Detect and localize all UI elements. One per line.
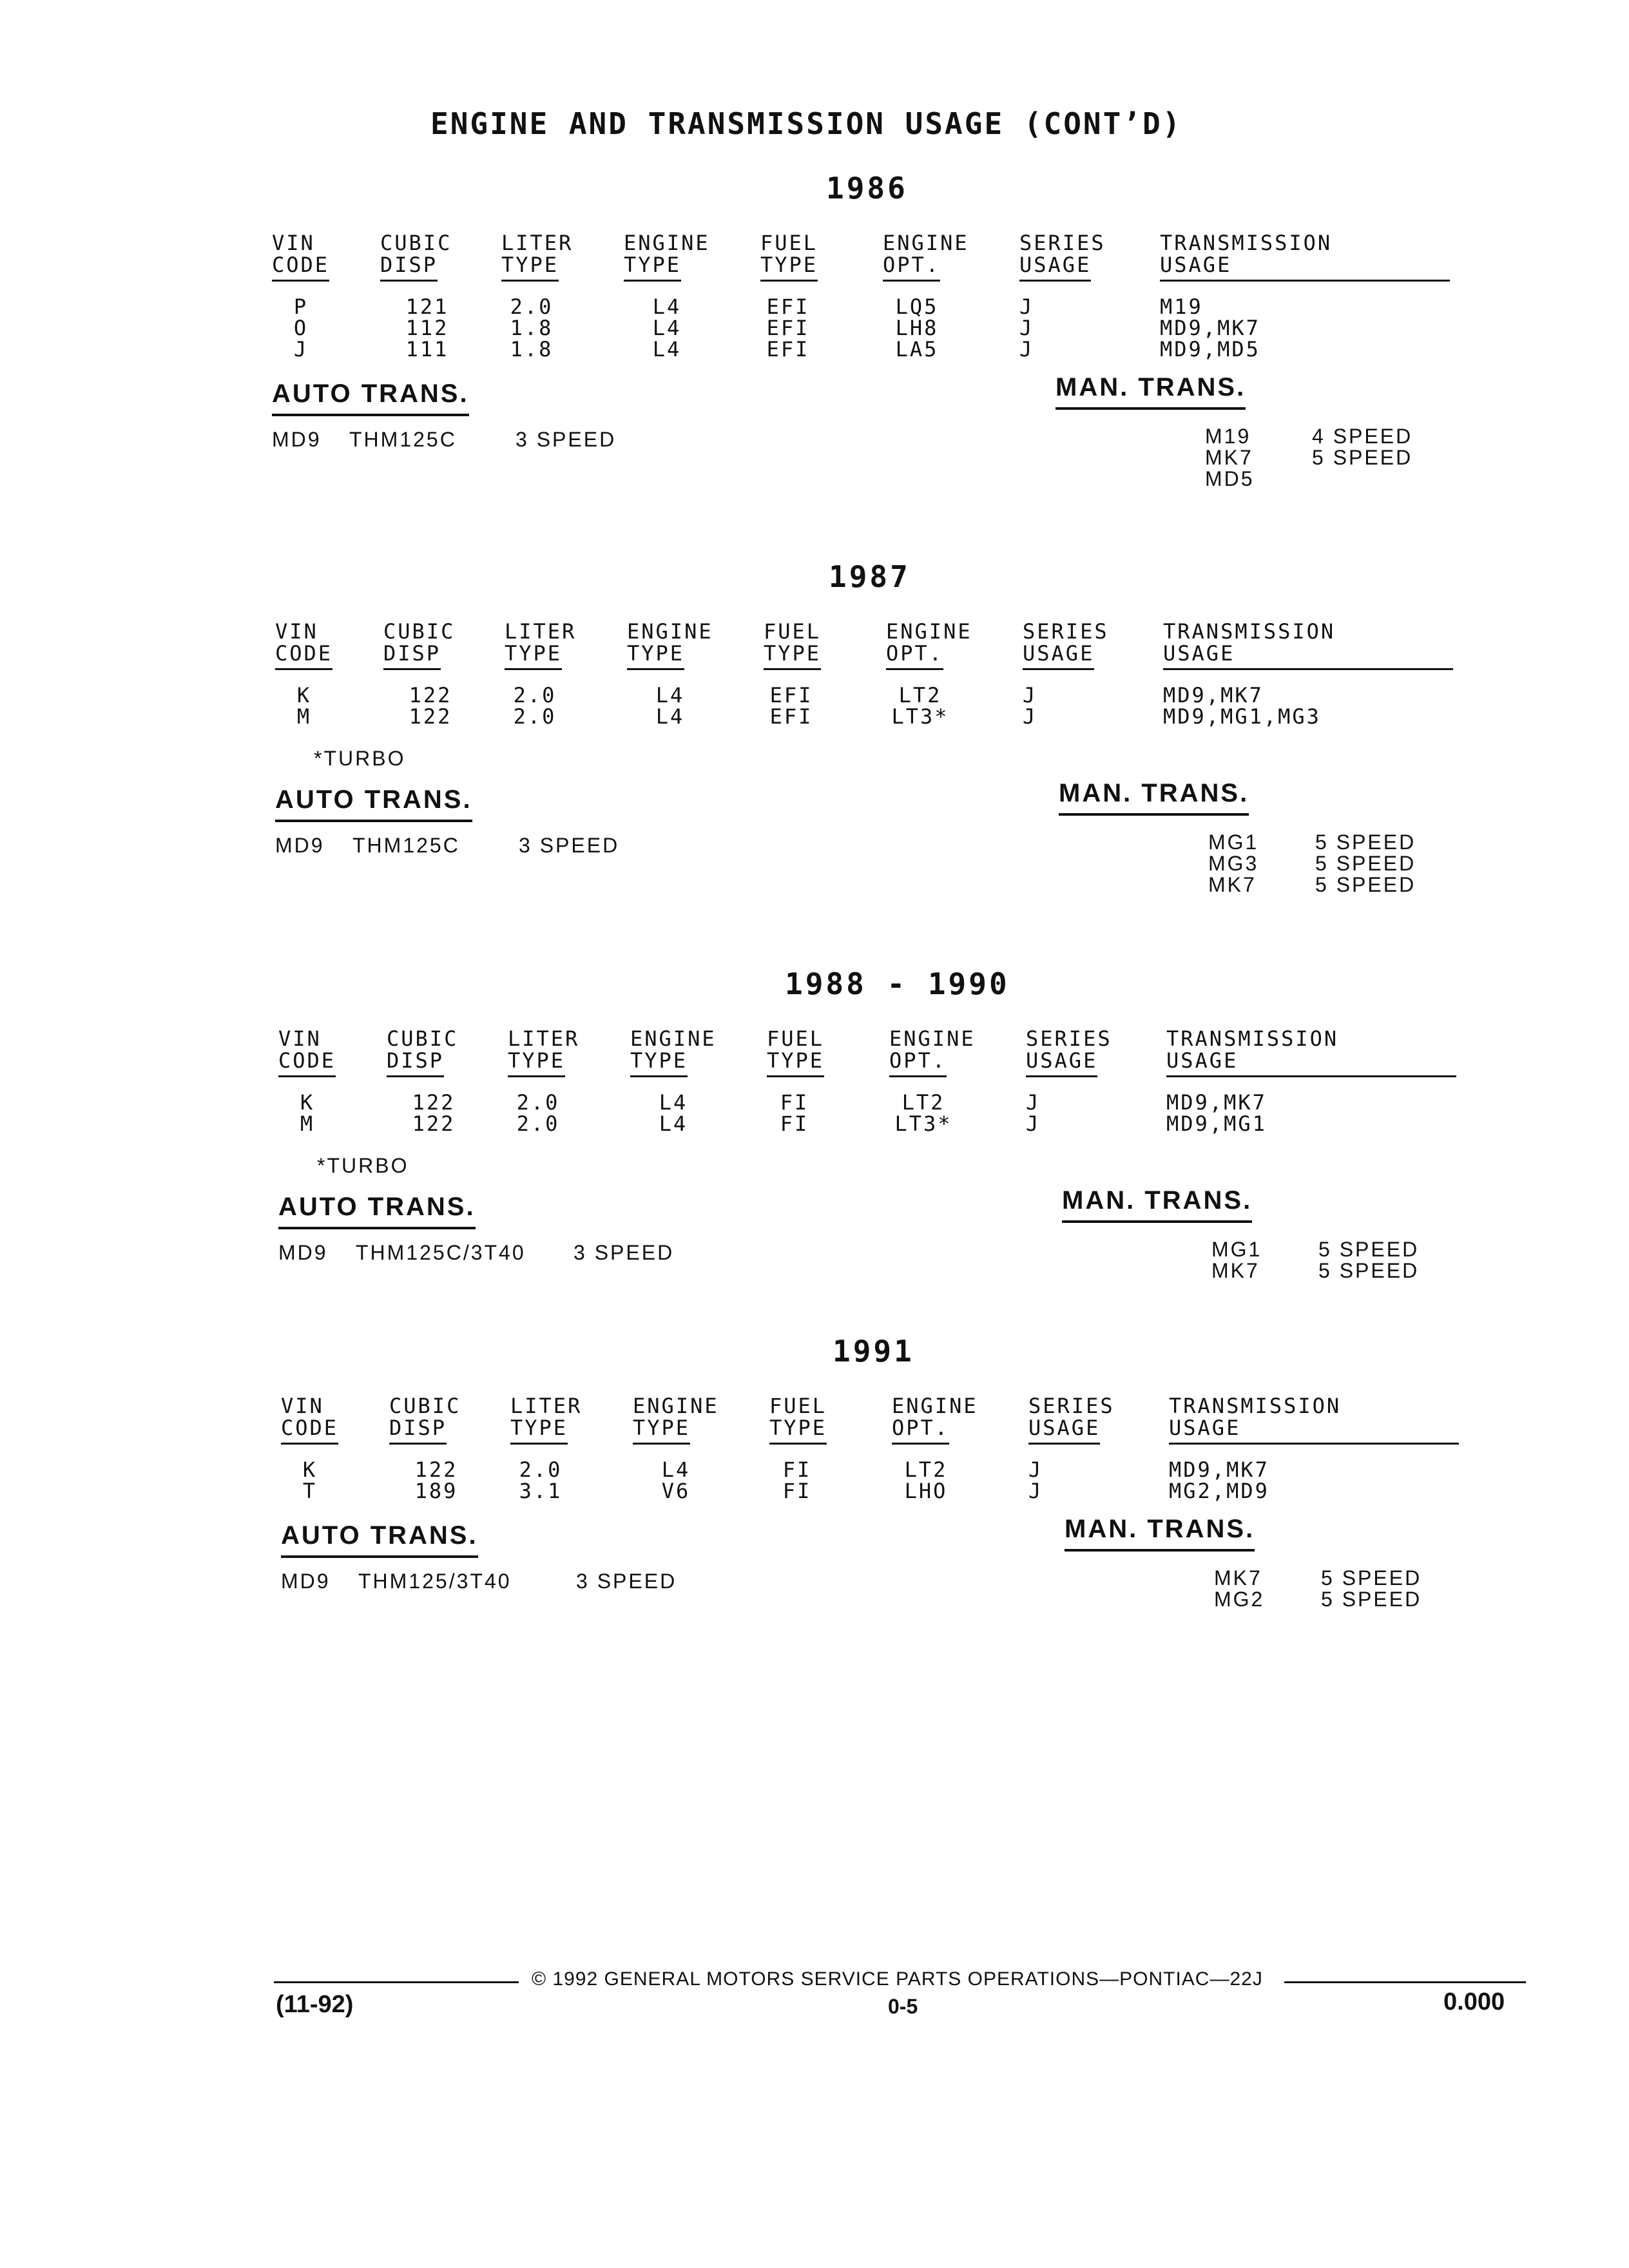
year-heading: 1987 xyxy=(829,559,911,594)
manual-trans-code: MK7 xyxy=(1214,1566,1262,1590)
manual-trans-heading: MAN. TRANS. xyxy=(1065,1515,1255,1552)
cell-series: J xyxy=(1019,337,1034,361)
cell-fuel: EFI xyxy=(769,704,813,729)
manual-trans-code: MG1 xyxy=(1211,1238,1262,1261)
cell-opt: LQ5 xyxy=(895,294,939,319)
cell-vin: K xyxy=(296,683,312,707)
cell-vin: J xyxy=(293,337,309,361)
column-header-line1: ENGINE xyxy=(889,1026,976,1051)
column-header-line2: USAGE xyxy=(1023,642,1094,670)
cell-engine: L4 xyxy=(652,316,682,340)
column-header-line2: TYPE xyxy=(764,642,821,670)
cell-fuel: EFI xyxy=(769,683,813,707)
column-header-line2: TYPE xyxy=(510,1417,568,1445)
cell-opt: LA5 xyxy=(895,337,939,361)
manual-trans-code: MG2 xyxy=(1214,1588,1265,1611)
cell-vin: K xyxy=(300,1090,315,1115)
manual-trans-speed: 5 SPEED xyxy=(1318,1259,1420,1282)
cell-opt: LH8 xyxy=(895,316,939,340)
column-header-vin xyxy=(278,1028,336,1077)
column-header-line1: CUBIC xyxy=(387,1026,459,1051)
column-header-line2: TYPE xyxy=(624,254,681,282)
column-header-line1: ENGINE xyxy=(624,231,710,255)
cell-disp: 111 xyxy=(405,337,449,361)
cell-engine: L4 xyxy=(661,1457,691,1482)
cell-opt: LT3* xyxy=(894,1111,952,1136)
column-header-line1: SERIES xyxy=(1023,619,1109,644)
cell-fuel: FI xyxy=(782,1479,812,1503)
column-header-line1: FUEL xyxy=(764,619,822,644)
column-header-line1: TRANSMISSION xyxy=(1160,231,1333,255)
manual-trans-code: MG1 xyxy=(1208,831,1259,854)
column-header-line2: CODE xyxy=(275,642,333,670)
cell-disp: 112 xyxy=(405,316,449,340)
column-header-engine-type xyxy=(630,1028,717,1077)
column-header-line2: TYPE xyxy=(769,1417,827,1445)
cell-liter: 2.0 xyxy=(516,1090,560,1115)
cell-liter: 2.0 xyxy=(519,1457,563,1482)
auto-trans-speed: 3 SPEED xyxy=(576,1570,677,1593)
manual-trans-speed: 5 SPEED xyxy=(1315,873,1416,896)
cell-engine: L4 xyxy=(652,337,682,361)
manual-trans-code: MG3 xyxy=(1208,852,1259,875)
column-header-line2: TYPE xyxy=(627,642,684,670)
cell-trans: MD9,MD5 xyxy=(1160,337,1260,361)
cell-vin: O xyxy=(293,316,309,340)
column-header-line1: FUEL xyxy=(767,1026,825,1051)
auto-trans-heading: AUTO TRANS. xyxy=(281,1521,478,1558)
cell-engine: V6 xyxy=(661,1479,691,1503)
column-header-cubic xyxy=(383,620,455,670)
cell-opt: LHO xyxy=(904,1479,948,1503)
footer-rule-right xyxy=(1284,1981,1526,1983)
auto-trans-code: MD9 xyxy=(275,834,325,857)
cell-disp: 121 xyxy=(405,294,449,319)
column-header-line2: USAGE xyxy=(1019,254,1091,282)
cell-series: J xyxy=(1026,1090,1041,1115)
manual-trans-speed: 4 SPEED xyxy=(1312,425,1413,448)
cell-series: J xyxy=(1019,316,1034,340)
cell-fuel: EFI xyxy=(766,337,810,361)
column-header-line1: SERIES xyxy=(1028,1394,1115,1418)
cell-series: J xyxy=(1028,1479,1043,1503)
cell-opt: LT2 xyxy=(898,683,942,707)
cell-fuel: EFI xyxy=(766,294,810,319)
column-header-line1: TRANSMISSION xyxy=(1166,1026,1339,1051)
footer-rule-left xyxy=(274,1981,519,1983)
column-header-line2: CODE xyxy=(281,1417,338,1445)
cell-fuel: FI xyxy=(780,1111,809,1136)
column-header-line1: VIN xyxy=(275,619,318,644)
cell-liter: 1.8 xyxy=(510,337,554,361)
column-header-vin xyxy=(281,1395,338,1445)
manual-trans-code: MK7 xyxy=(1208,873,1257,896)
column-header-line2: DISP xyxy=(387,1050,444,1077)
column-header-transmission xyxy=(1169,1395,1459,1445)
auto-trans-code: MD9 xyxy=(278,1241,328,1264)
cell-engine: L4 xyxy=(655,683,685,707)
auto-trans-heading: AUTO TRANS. xyxy=(275,785,472,822)
column-header-engine-type xyxy=(633,1395,719,1445)
column-header-line2: CODE xyxy=(272,254,329,282)
column-header-line1: ENGINE xyxy=(883,231,969,255)
column-header-line1: FUEL xyxy=(760,231,818,255)
cell-liter: 2.0 xyxy=(513,683,557,707)
column-header-series xyxy=(1026,1028,1112,1077)
cell-fuel: EFI xyxy=(766,316,810,340)
manual-trans-speed: 5 SPEED xyxy=(1318,1238,1420,1261)
cell-engine: L4 xyxy=(652,294,682,319)
cell-trans: MD9,MG1 xyxy=(1166,1111,1267,1136)
column-header-line2: TYPE xyxy=(630,1050,688,1077)
column-header-line1: ENGINE xyxy=(627,619,713,644)
column-header-line2: USAGE xyxy=(1169,1417,1459,1445)
auto-trans-code: MD9 xyxy=(272,428,322,451)
column-header-line1: TRANSMISSION xyxy=(1169,1394,1342,1418)
manual-trans-code: MD5 xyxy=(1205,467,1255,490)
column-header-engine-opt xyxy=(892,1395,978,1445)
column-header-engine-opt xyxy=(886,620,972,670)
footer-date: (11-92) xyxy=(276,1991,354,2018)
year-heading: 1988 - 1990 xyxy=(785,966,1010,1001)
cell-engine: L4 xyxy=(659,1090,688,1115)
column-header-series xyxy=(1023,620,1109,670)
cell-opt: LT2 xyxy=(904,1457,948,1482)
auto-trans-speed: 3 SPEED xyxy=(574,1241,675,1264)
cell-vin: K xyxy=(302,1457,318,1482)
column-header-engine-opt xyxy=(889,1028,976,1077)
column-header-transmission xyxy=(1160,232,1450,282)
cell-trans: MD9,MG1,MG3 xyxy=(1163,704,1321,729)
year-heading: 1991 xyxy=(833,1334,914,1369)
column-header-cubic xyxy=(380,232,452,282)
auto-trans-model: THM125C xyxy=(349,428,457,451)
cell-series: J xyxy=(1019,294,1034,319)
footnote-turbo: *TURBO xyxy=(314,747,406,770)
column-header-line1: ENGINE xyxy=(892,1394,978,1418)
auto-trans-model: THM125C/3T40 xyxy=(356,1241,526,1264)
column-header-line1: VIN xyxy=(272,231,315,255)
column-header-liter xyxy=(508,1028,579,1077)
cell-trans: MD9,MK7 xyxy=(1166,1090,1267,1115)
auto-trans-code: MD9 xyxy=(281,1570,331,1593)
column-header-line1: ENGINE xyxy=(633,1394,719,1418)
cell-trans: M19 xyxy=(1160,294,1203,319)
column-header-line1: CUBIC xyxy=(380,231,452,255)
cell-series: J xyxy=(1026,1111,1041,1136)
auto-trans-model: THM125C xyxy=(352,834,460,857)
column-header-liter xyxy=(510,1395,582,1445)
column-header-line1: LITER xyxy=(505,619,577,644)
manual-trans-code: MK7 xyxy=(1205,446,1253,469)
cell-fuel: FI xyxy=(782,1457,812,1482)
column-header-line2: USAGE xyxy=(1026,1050,1097,1077)
column-header-line2: USAGE xyxy=(1160,254,1450,282)
column-header-fuel xyxy=(760,232,818,282)
cell-series: J xyxy=(1023,683,1037,707)
manual-trans-speed: 5 SPEED xyxy=(1315,831,1416,854)
column-header-fuel xyxy=(764,620,821,670)
column-header-line2: DISP xyxy=(389,1417,447,1445)
column-header-cubic xyxy=(389,1395,461,1445)
column-header-transmission xyxy=(1166,1028,1456,1077)
cell-liter: 2.0 xyxy=(513,704,557,729)
column-header-line1: CUBIC xyxy=(389,1394,461,1418)
footer-page-number: 0-5 xyxy=(888,1995,918,2018)
manual-trans-code: MK7 xyxy=(1211,1259,1260,1282)
cell-series: J xyxy=(1028,1457,1043,1482)
column-header-line1: LITER xyxy=(510,1394,583,1418)
cell-vin: M xyxy=(296,704,312,729)
cell-opt: LT2 xyxy=(901,1090,945,1115)
cell-disp: 122 xyxy=(414,1457,458,1482)
column-header-line2: USAGE xyxy=(1163,642,1453,670)
column-header-fuel xyxy=(769,1395,827,1445)
column-header-line2: OPT. xyxy=(889,1050,947,1077)
column-header-line2: DISP xyxy=(383,642,441,670)
column-header-line1: FUEL xyxy=(769,1394,827,1418)
cell-disp: 189 xyxy=(414,1479,458,1503)
column-header-line1: VIN xyxy=(278,1026,322,1051)
column-header-line2: USAGE xyxy=(1166,1050,1456,1077)
column-header-fuel xyxy=(767,1028,824,1077)
auto-trans-heading: AUTO TRANS. xyxy=(278,1193,476,1229)
cell-disp: 122 xyxy=(409,683,452,707)
column-header-line2: DISP xyxy=(380,254,438,282)
column-header-vin xyxy=(275,620,333,670)
column-header-engine-type xyxy=(624,232,710,282)
column-header-line2: OPT. xyxy=(886,642,943,670)
column-header-line1: VIN xyxy=(281,1394,324,1418)
column-header-line2: TYPE xyxy=(633,1417,690,1445)
cell-vin: T xyxy=(302,1479,318,1503)
cell-fuel: FI xyxy=(780,1090,809,1115)
cell-trans: MD9,MK7 xyxy=(1169,1457,1269,1482)
column-header-line2: OPT. xyxy=(883,254,940,282)
year-heading: 1986 xyxy=(826,171,908,206)
cell-trans: MD9,MK7 xyxy=(1163,683,1264,707)
column-header-line1: SERIES xyxy=(1026,1026,1112,1051)
auto-trans-speed: 3 SPEED xyxy=(519,834,620,857)
page-title: ENGINE AND TRANSMISSION USAGE (CONT’D) xyxy=(430,106,1182,141)
column-header-line1: TRANSMISSION xyxy=(1163,619,1336,644)
column-header-line2: TYPE xyxy=(508,1050,565,1077)
cell-opt: LT3* xyxy=(891,704,949,729)
cell-trans: MD9,MK7 xyxy=(1160,316,1260,340)
auto-trans-heading: AUTO TRANS. xyxy=(272,380,469,416)
column-header-line2: TYPE xyxy=(505,642,562,670)
cell-series: J xyxy=(1023,704,1037,729)
column-header-line2: USAGE xyxy=(1028,1417,1100,1445)
column-header-line2: CODE xyxy=(278,1050,336,1077)
cell-disp: 122 xyxy=(409,704,452,729)
column-header-line1: ENGINE xyxy=(630,1026,717,1051)
auto-trans-speed: 3 SPEED xyxy=(516,428,617,451)
cell-liter: 3.1 xyxy=(519,1479,563,1503)
manual-trans-code: M19 xyxy=(1205,425,1251,448)
column-header-series xyxy=(1019,232,1106,282)
column-header-series xyxy=(1028,1395,1115,1445)
footer-section-number: 0.000 xyxy=(1443,1988,1505,2015)
column-header-liter xyxy=(505,620,576,670)
column-header-vin xyxy=(272,232,329,282)
manual-trans-speed: 5 SPEED xyxy=(1315,852,1416,875)
footnote-turbo: *TURBO xyxy=(317,1154,409,1177)
auto-trans-model: THM125/3T40 xyxy=(358,1570,512,1593)
cell-vin: M xyxy=(300,1111,315,1136)
column-header-engine-opt xyxy=(883,232,969,282)
cell-disp: 122 xyxy=(412,1090,456,1115)
manual-trans-heading: MAN. TRANS. xyxy=(1062,1186,1252,1223)
column-header-transmission xyxy=(1163,620,1453,670)
column-header-engine-type xyxy=(627,620,713,670)
cell-liter: 2.0 xyxy=(516,1111,560,1136)
footer-copyright: © 1992 GENERAL MOTORS SERVICE PARTS OPERATIONS—PONTIAC—22J xyxy=(532,1968,1263,1990)
cell-liter: 1.8 xyxy=(510,316,554,340)
column-header-line2: OPT. xyxy=(892,1417,949,1445)
manual-trans-speed: 5 SPEED xyxy=(1312,446,1413,469)
column-header-line1: LITER xyxy=(508,1026,580,1051)
manual-trans-heading: MAN. TRANS. xyxy=(1059,779,1249,816)
column-header-line1: SERIES xyxy=(1019,231,1106,255)
column-header-line2: TYPE xyxy=(767,1050,824,1077)
column-header-line1: CUBIC xyxy=(383,619,456,644)
column-header-cubic xyxy=(387,1028,458,1077)
column-header-line2: TYPE xyxy=(501,254,559,282)
column-header-line2: TYPE xyxy=(760,254,818,282)
cell-liter: 2.0 xyxy=(510,294,554,319)
manual-trans-heading: MAN. TRANS. xyxy=(1055,373,1246,410)
cell-disp: 122 xyxy=(412,1111,456,1136)
cell-vin: P xyxy=(293,294,309,319)
cell-engine: L4 xyxy=(655,704,685,729)
cell-engine: L4 xyxy=(659,1111,688,1136)
column-header-line1: LITER xyxy=(501,231,574,255)
manual-trans-speed: 5 SPEED xyxy=(1321,1588,1422,1611)
cell-trans: MG2,MD9 xyxy=(1169,1479,1269,1503)
column-header-liter xyxy=(501,232,573,282)
manual-trans-speed: 5 SPEED xyxy=(1321,1566,1422,1590)
column-header-line1: ENGINE xyxy=(886,619,972,644)
